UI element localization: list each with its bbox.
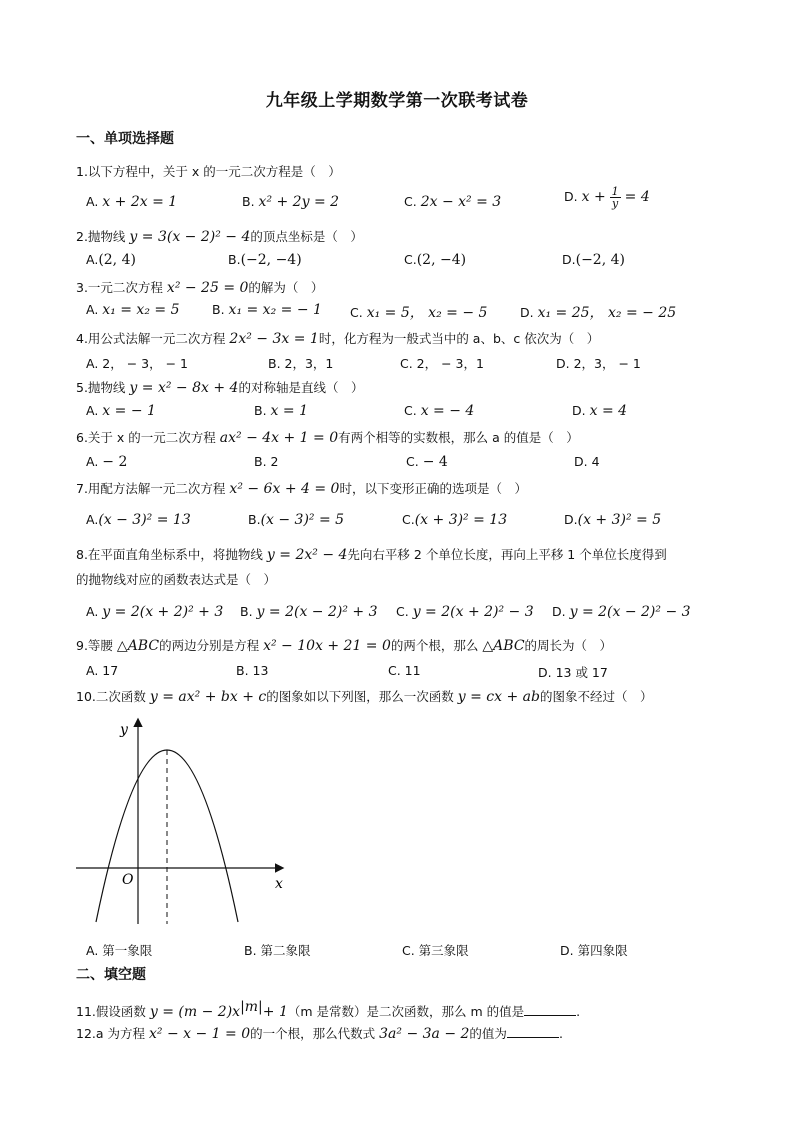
q7-option-b[interactable]: B.(x − 3)² = 5 (248, 512, 345, 528)
q3-option-b[interactable]: B. x₁ = x₂ = − 1 (212, 302, 322, 318)
question-5-stem: 5.抛物线 y = x² − 8x + 4的对称轴是直线（ ） (76, 380, 364, 396)
section-heading-choice: 一、单项选择题 (76, 131, 174, 147)
question-4-stem: 4.用公式法解一元二次方程 2x² − 3x = 1时，化方程为一般式当中的 a、b、c 依次为（ ） (76, 331, 600, 347)
q10-option-b[interactable]: B. 第二象限 (244, 943, 311, 958)
q7-option-a[interactable]: A.(x − 3)² = 13 (86, 512, 191, 528)
question-1-options (86, 185, 726, 218)
answer-blank-12[interactable] (507, 1025, 559, 1038)
q9-option-d[interactable]: D. 13 或 17 (538, 665, 608, 680)
question-7-stem: 7.用配方法解一元二次方程 x² − 6x + 4 = 0时，以下变形正确的选项是（ ） (76, 481, 527, 497)
question-7-options (86, 512, 726, 536)
q8-option-d[interactable]: D. y = 2(x − 2)² − 3 (552, 604, 691, 620)
q7-option-d[interactable]: D.(x + 3)² = 5 (564, 512, 662, 528)
question-1-stem: 1.以下方程中，关于 x 的一元二次方程是（ ） (76, 164, 341, 179)
q8-option-c[interactable]: C. y = 2(x + 2)² − 3 (396, 604, 534, 620)
q6-option-b[interactable]: B. 2 (254, 454, 279, 469)
q1-option-a[interactable]: A. x + 2x = 1 (86, 194, 178, 210)
question-9-stem: 9.等腰 △ABC的两边分别是方程 x² − 10x + 21 = 0的两个根，那么 △ABC的周长为（ ） (76, 638, 613, 654)
q2-option-b[interactable]: B.(−2, −4) (228, 252, 302, 268)
answer-blank-11[interactable] (524, 1003, 576, 1016)
question-3-stem: 3.一元二次方程 x² − 25 = 0的解为（ ） (76, 280, 324, 296)
q4-option-a[interactable]: A. 2， − 3， − 1 (86, 356, 188, 371)
q5-option-a[interactable]: A. x = − 1 (86, 403, 156, 419)
question-3-options (86, 302, 726, 326)
question-6-options (86, 454, 726, 478)
question-9-options (86, 663, 726, 687)
question-2-options (86, 252, 726, 276)
question-8-options (86, 604, 726, 628)
q3-option-d[interactable]: D. x₁ = 25， x₂ = − 25 (520, 305, 677, 321)
q1-option-b[interactable]: B. x² + 2y = 2 (242, 194, 340, 210)
question-6-stem: 6.关于 x 的一元二次方程 ax² − 4x + 1 = 0有两个相等的实数根，那么 a 的值是（ ） (76, 430, 579, 446)
question-5-options (86, 403, 726, 427)
q8-option-b[interactable]: B. y = 2(x − 2)² + 3 (240, 604, 378, 620)
q3-option-c[interactable]: C. x₁ = 5， x₂ = − 5 (350, 305, 488, 321)
q4-option-c[interactable]: C. 2， − 3，1 (400, 356, 484, 371)
question-11-stem: 11.假设函数 $y = (m - 2)x^{|m|}+ 1(m$ 是常数）是二次函数，那么 m 的值是 . (76, 999, 581, 1021)
q10-option-a[interactable]: A. 第一象限 (86, 943, 153, 958)
question-4-options (86, 354, 726, 378)
y-axis-label: y (120, 722, 128, 738)
q2-option-d[interactable]: D.(−2, 4) (562, 252, 625, 268)
fraction: $\frac{1}{y}$ (611, 185, 619, 210)
question-12-stem: 12.a 为方程 x² − x − 1 = 0的一个根，那么代数式 3a² − 3a − 2的值为 . (76, 1026, 563, 1042)
q6-option-c[interactable]: C. − 4 (406, 454, 448, 470)
q4-option-b[interactable]: B. 2，3，1 (268, 356, 334, 371)
q4-option-d[interactable]: D. 2，3， − 1 (556, 356, 641, 371)
question-8-stem-line2: 的抛物线对应的函数表达式是（ ） (76, 572, 277, 587)
q10-option-c[interactable]: C. 第三象限 (402, 943, 469, 958)
q1-option-c[interactable]: C. 2x − x² = 3 (404, 194, 502, 210)
q2-option-a[interactable]: A.(2, 4) (86, 252, 136, 268)
q8-option-a[interactable]: A. y = 2(x + 2)² + 3 (86, 604, 224, 620)
question-8-stem: 8.在平面直角坐标系中，将抛物线 y = 2x² − 4先向右平移 2 个单位长度，再向上平移 1 个单位长度得到 (76, 547, 667, 563)
x-axis-label: x (275, 876, 283, 892)
question-2-stem: 2.抛物线 y = 3(x − 2)² − 4的顶点坐标是（ ） (76, 229, 363, 245)
q1-option-d[interactable]: D. x + $\frac{1}{y}$ = 4 (564, 185, 650, 210)
q5-option-b[interactable]: B. x = 1 (254, 403, 308, 419)
origin-label: O (122, 872, 134, 888)
q3-option-a[interactable]: A. x₁ = x₂ = 5 (86, 302, 180, 318)
section-heading-fill: 二、填空题 (76, 967, 146, 983)
q6-option-a[interactable]: A. − 2 (86, 454, 128, 470)
parabola-graph (70, 712, 290, 928)
page-title: 九年级上学期数学第一次联考试卷 (265, 91, 529, 111)
q9-option-a[interactable]: A. 17 (86, 663, 119, 678)
q2-option-c[interactable]: C.(2, −4) (404, 252, 467, 268)
q6-option-d[interactable]: D. 4 (574, 454, 600, 469)
question-10-options (86, 941, 726, 965)
question-10-stem: 10.二次函数 y = ax² + bx + c的图象如以下列图，那么一次函数 y = cx + ab的图象不经过（ ） (76, 689, 653, 705)
q10-option-d[interactable]: D. 第四象限 (560, 943, 628, 958)
q7-option-c[interactable]: C.(x + 3)² = 13 (402, 512, 508, 528)
q5-option-d[interactable]: D. x = 4 (572, 403, 628, 419)
q9-option-c[interactable]: C. 11 (388, 663, 421, 678)
q9-option-b[interactable]: B. 13 (236, 663, 269, 678)
q5-option-c[interactable]: C. x = − 4 (404, 403, 475, 419)
